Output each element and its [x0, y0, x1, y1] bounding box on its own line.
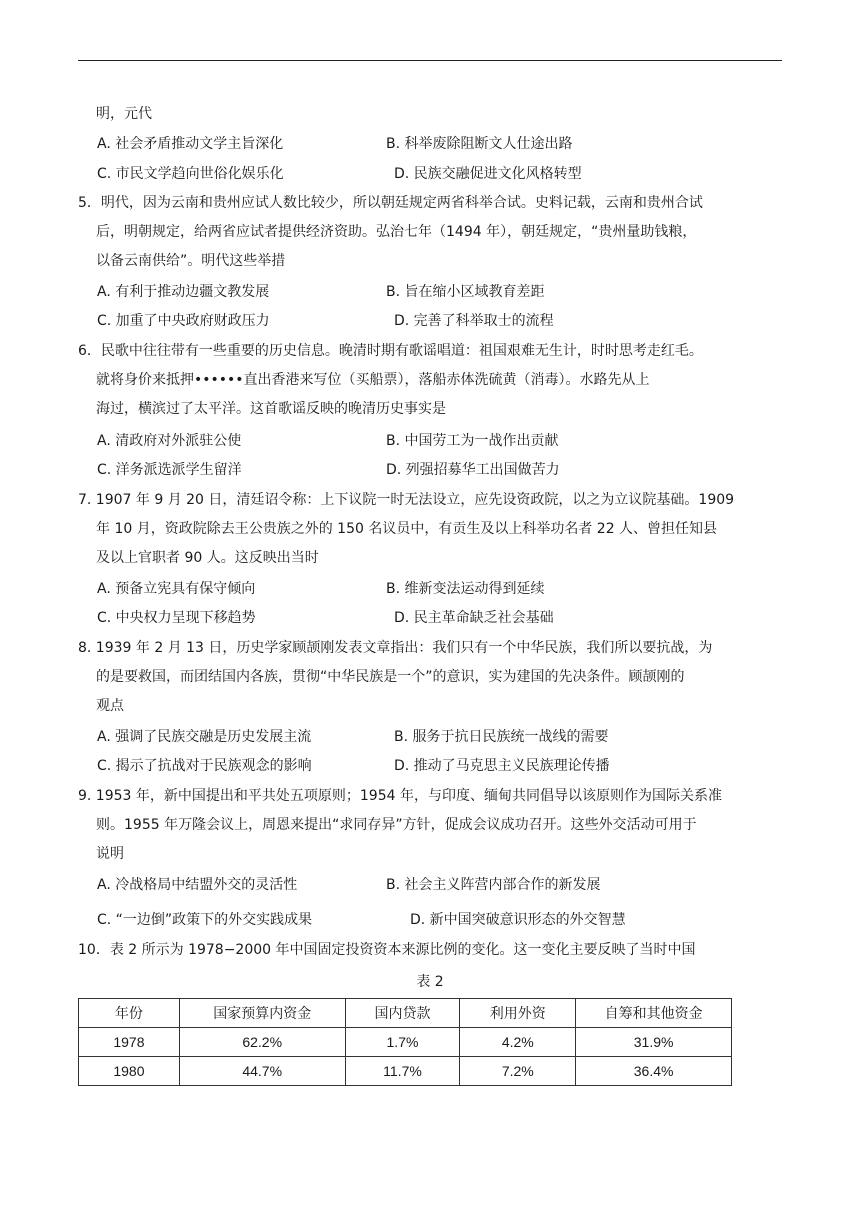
q6-option-c[interactable]: C. 洋务派选派学生留洋 [97, 462, 242, 478]
q7-option-c[interactable]: C. 中央权力呈现下移趋势 [97, 610, 256, 626]
table-row [79, 1057, 732, 1086]
q8-stem-line-1: 8. 1939 年 2 月 13 日，历史学家顾颉刚发表文章指出：我们只有一个中华民族，我们所以要抗战，为 [78, 640, 713, 656]
header-foreign-capital: 利用外资 [460, 999, 576, 1028]
q9-stem-line-3: 说明 [96, 846, 124, 862]
q5-stem-line-3: 以备云南供给”。明代这些举措 [96, 253, 286, 269]
q8-option-c[interactable]: C. 揭示了抗战对于民族观念的影响 [97, 758, 312, 774]
q7-option-b[interactable]: B. 维新变法运动得到延续 [386, 581, 545, 597]
q4-option-a[interactable]: A. 社会矛盾推动文学主旨深化 [97, 136, 284, 152]
header-domestic-loans: 国内贷款 [345, 999, 460, 1028]
q8-option-a[interactable]: A. 强调了民族交融是历史发展主流 [97, 729, 312, 745]
q9-option-b[interactable]: B. 社会主义阵营内部合作的新发展 [386, 877, 601, 893]
header-state-budget: 国家预算内资金 [179, 999, 345, 1028]
q4-option-c[interactable]: C. 市民文学趋向世俗化娱乐化 [97, 166, 284, 182]
table-cell: 4.2% [460, 1028, 576, 1057]
q6-option-a[interactable]: A. 清政府对外派驻公使 [97, 433, 242, 449]
q5-stem-line-1: 5．明代，因为云南和贵州应试人数比较少，所以朝廷规定两省科举合试。史料记载，云南和贵州合试 [78, 195, 703, 211]
investment-source-table [78, 998, 732, 1086]
q9-option-d[interactable]: D. 新中国突破意识形态的外交智慧 [410, 912, 626, 928]
table-cell: 31.9% [576, 1028, 732, 1057]
table-cell: 1978 [79, 1028, 180, 1057]
table-cell: 62.2% [179, 1028, 345, 1057]
q8-stem-line-3: 观点 [96, 698, 124, 714]
q4-option-b[interactable]: B. 科举废除阻断文人仕途出路 [386, 136, 573, 152]
q10-stem: 10．表 2 所示为 1978−2000 年中国固定投资资本来源比例的变化。这一变化主要反映了当时中国 [78, 942, 696, 958]
q6-stem-line-2: 就将身价来抵押••••••直出香港来写位（买船票），落船赤体洗硫黄（消毒）。水路先从上 [96, 372, 650, 388]
table-cell: 1.7% [345, 1028, 460, 1057]
q9-stem-line-1: 9. 1953 年，新中国提出和平共处五项原则；1954 年，与印度、缅甸共同倡导以该原则作为国际关系准 [78, 788, 722, 804]
q5-option-c[interactable]: C. 加重了中央政府财政压力 [97, 313, 270, 329]
q7-option-a[interactable]: A. 预备立宪具有保守倾向 [97, 581, 256, 597]
q7-stem-line-3: 及以上官职者 90 人。这反映出当时 [96, 550, 319, 566]
table-header-row [79, 999, 732, 1028]
table-cell: 7.2% [460, 1057, 576, 1086]
q9-option-a[interactable]: A. 冷战格局中结盟外交的灵活性 [97, 877, 298, 893]
q9-stem-line-2: 则。1955 年万隆会议上，周恩来提出“求同存异”方针，促成会议成功召开。这些外交活动可用于 [96, 817, 697, 833]
q5-option-d[interactable]: D. 完善了科举取士的流程 [394, 313, 554, 329]
q6-option-d[interactable]: D. 列强招募华工出国做苦力 [386, 462, 560, 478]
q7-stem-line-1: 7. 1907 年 9 月 20 日，清廷诏令称：上下议院一时无法设立，应先设资政院，以之为立议院基础。1909 [78, 492, 735, 508]
table-cell: 1980 [79, 1057, 180, 1086]
q7-option-d[interactable]: D. 民主革命缺乏社会基础 [394, 610, 554, 626]
q8-option-b[interactable]: B. 服务于抗日民族统一战线的需要 [394, 729, 609, 745]
table-row [79, 1028, 732, 1057]
table-cell: 11.7% [345, 1057, 460, 1086]
question-4-stem-tail: 明，元代 [96, 106, 152, 122]
table-cell: 44.7% [179, 1057, 345, 1086]
header-rule [78, 60, 782, 61]
q6-stem-line-1: 6．民歌中往往带有一些重要的历史信息。晚清时期有歌谣唱道：祖国艰难无生计，时时思考走红毛。 [78, 343, 703, 359]
table-cell: 36.4% [576, 1057, 732, 1086]
q5-stem-line-2: 后，明朝规定，给两省应试者提供经济资助。弘治七年（1494 年），朝廷规定，“贵州量助钱粮， [96, 224, 697, 240]
q7-stem-line-2: 年 10 月，资政院除去王公贵族之外的 150 名议员中，有贡生及以上科举功名者 22 人、曾担任知县 [96, 521, 718, 537]
q9-option-c[interactable]: C. “一边倒”政策下的外交实践成果 [97, 912, 313, 928]
q6-stem-line-3: 海过，横滨过了太平洋。这首歌谣反映的晚清历史事实是 [96, 401, 446, 417]
q6-option-b[interactable]: B. 中国劳工为一战作出贡献 [386, 433, 559, 449]
table-caption: 表 2 [416, 974, 444, 990]
q5-option-a[interactable]: A. 有利于推动边疆文教发展 [97, 284, 270, 300]
q4-option-d[interactable]: D. 民族交融促进文化风格转型 [394, 166, 582, 182]
header-self-raised: 自筹和其他资金 [576, 999, 732, 1028]
q8-option-d[interactable]: D. 推动了马克思主义民族理论传播 [394, 758, 610, 774]
q5-option-b[interactable]: B. 旨在缩小区域教育差距 [386, 284, 545, 300]
header-year: 年份 [79, 999, 180, 1028]
q8-stem-line-2: 的是要救国，而团结国内各族，贯彻“中华民族是一个”的意识，实为建国的先决条件。顾颉刚的 [96, 669, 685, 685]
